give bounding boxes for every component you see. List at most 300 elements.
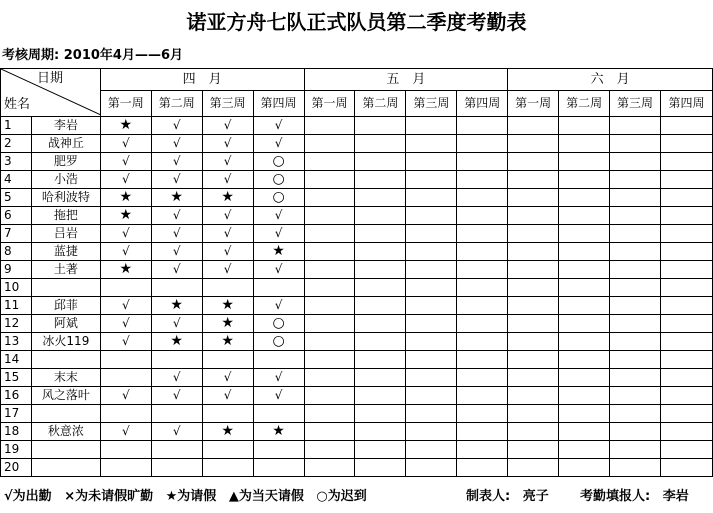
attendance-cell (406, 171, 457, 189)
attendance-cell (151, 207, 202, 225)
attendance-cell (457, 459, 508, 477)
row-number: 12 (1, 315, 32, 333)
table-row (1, 423, 713, 441)
attendance-cell (610, 405, 661, 423)
member-name: 哈利波特 (31, 189, 100, 207)
maker-label: 制表人: (466, 489, 511, 504)
row-number: 11 (1, 297, 32, 315)
attendance-cell (202, 441, 253, 459)
attendance-cell (202, 369, 253, 387)
attendance-cell (151, 351, 202, 369)
attendance-cell (559, 351, 610, 369)
attendance-cell (508, 207, 559, 225)
attendance-cell (355, 135, 406, 153)
attendance-cell (508, 423, 559, 441)
attendance-mark: ★ (221, 333, 234, 349)
attendance-cell (304, 333, 355, 351)
row-number: 5 (1, 189, 32, 207)
attendance-cell (151, 423, 202, 441)
attendance-cell (457, 369, 508, 387)
attendance-cell (406, 225, 457, 243)
attendance-cell (457, 243, 508, 261)
attendance-cell (355, 243, 406, 261)
attendance-cell (610, 459, 661, 477)
attendance-cell (406, 207, 457, 225)
week-header-m3-w4: 第四周 (660, 91, 712, 117)
attendance-cell (610, 135, 661, 153)
attendance-cell (559, 153, 610, 171)
attendance-cell (304, 261, 355, 279)
attendance-cell (304, 315, 355, 333)
attendance-cell (457, 207, 508, 225)
attendance-cell (610, 441, 661, 459)
table-row (1, 279, 713, 297)
attendance-cell (406, 189, 457, 207)
attendance-cell (610, 189, 661, 207)
table-row (1, 333, 713, 351)
attendance-cell (202, 171, 253, 189)
attendance-cell (355, 459, 406, 477)
table-row (1, 243, 713, 261)
attendance-cell (304, 207, 355, 225)
member-name: 肥罗 (31, 153, 100, 171)
attendance-cell (100, 405, 151, 423)
attendance-cell (355, 423, 406, 441)
attendance-cell (406, 297, 457, 315)
attendance-cell (100, 459, 151, 477)
attendance-cell (457, 351, 508, 369)
member-name: 邱菲 (31, 297, 100, 315)
week-header-m2-w2: 第二周 (355, 91, 406, 117)
attendance-cell (610, 423, 661, 441)
attendance-cell (151, 315, 202, 333)
attendance-cell (253, 423, 304, 441)
week-header-m1-w2: 第二周 (151, 91, 202, 117)
attendance-cell (253, 405, 304, 423)
member-name (31, 405, 100, 423)
month-april: 四 月 (100, 69, 304, 91)
attendance-cell (610, 153, 661, 171)
member-name: 秋意浓 (31, 423, 100, 441)
attendance-mark: √ (121, 298, 130, 312)
attendance-cell (253, 189, 304, 207)
member-name: 蓝捷 (31, 243, 100, 261)
attendance-mark: √ (223, 154, 232, 168)
attendance-cell (304, 459, 355, 477)
period-label: 考核周期: (2, 48, 60, 63)
row-number: 7 (1, 225, 32, 243)
attendance-mark: √ (274, 370, 283, 384)
attendance-cell (304, 171, 355, 189)
row-number: 1 (1, 117, 32, 135)
table-row (1, 261, 713, 279)
attendance-cell (508, 117, 559, 135)
attendance-cell (457, 153, 508, 171)
attendance-mark: √ (121, 172, 130, 186)
attendance-mark: √ (121, 226, 130, 240)
attendance-mark: √ (172, 208, 181, 222)
attendance-cell (610, 117, 661, 135)
attendance-mark: √ (223, 118, 232, 132)
attendance-cell (508, 171, 559, 189)
member-name (31, 459, 100, 477)
attendance-cell (457, 279, 508, 297)
attendance-cell (508, 189, 559, 207)
attendance-cell (610, 225, 661, 243)
attendance-cell (304, 279, 355, 297)
attendance-cell (100, 207, 151, 225)
attendance-mark: √ (274, 226, 283, 240)
row-number: 4 (1, 171, 32, 189)
attendance-cell (202, 351, 253, 369)
attendance-cell (406, 459, 457, 477)
member-name: 吕岩 (31, 225, 100, 243)
attendance-cell (151, 297, 202, 315)
attendance-cell (202, 153, 253, 171)
legend-footer (4, 486, 710, 508)
table-row (1, 405, 713, 423)
attendance-cell (151, 171, 202, 189)
attendance-cell (457, 297, 508, 315)
attendance-cell (355, 171, 406, 189)
member-name (31, 279, 100, 297)
attendance-cell (508, 243, 559, 261)
attendance-cell (355, 297, 406, 315)
week-header-m2-w1: 第一周 (304, 91, 355, 117)
attendance-cell (508, 135, 559, 153)
attendance-cell (610, 351, 661, 369)
attendance-mark: ★ (170, 189, 183, 205)
attendance-cell (508, 351, 559, 369)
attendance-cell (508, 153, 559, 171)
attendance-cell (457, 261, 508, 279)
month-may: 五 月 (304, 69, 508, 91)
attendance-mark: √ (274, 262, 283, 276)
attendance-cell (457, 387, 508, 405)
attendance-cell (355, 333, 406, 351)
table-row (1, 441, 713, 459)
assessment-period (2, 46, 183, 66)
attendance-cell (253, 171, 304, 189)
table-row (1, 189, 713, 207)
attendance-cell (610, 315, 661, 333)
row-number: 16 (1, 387, 32, 405)
attendance-cell (100, 369, 151, 387)
attendance-cell (355, 207, 406, 225)
attendance-cell (508, 441, 559, 459)
week-header-m2-w4: 第四周 (457, 91, 508, 117)
attendance-cell (457, 225, 508, 243)
attendance-cell (559, 297, 610, 315)
attendance-cell (151, 459, 202, 477)
attendance-cell (559, 423, 610, 441)
attendance-cell (304, 153, 355, 171)
week-header-m3-w1: 第一周 (508, 91, 559, 117)
attendance-cell (304, 441, 355, 459)
attendance-cell (304, 297, 355, 315)
legend-late: ○为迟到 (316, 489, 367, 504)
attendance-cell (406, 405, 457, 423)
legend-present: √为出勤 (4, 489, 52, 504)
attendance-cell (304, 387, 355, 405)
attendance-cell (100, 279, 151, 297)
attendance-cell (660, 333, 712, 351)
attendance-cell (100, 117, 151, 135)
attendance-cell (660, 261, 712, 279)
attendance-cell (457, 117, 508, 135)
attendance-cell (508, 405, 559, 423)
attendance-mark: √ (223, 244, 232, 258)
attendance-cell (406, 441, 457, 459)
week-header-m1-w1: 第一周 (100, 91, 151, 117)
row-number: 10 (1, 279, 32, 297)
filler-label: 考勤填报人: (580, 489, 651, 504)
attendance-cell (660, 297, 712, 315)
attendance-cell (355, 441, 406, 459)
attendance-mark: √ (172, 370, 181, 384)
attendance-cell (304, 189, 355, 207)
member-name: 小浩 (31, 171, 100, 189)
attendance-cell (304, 117, 355, 135)
attendance-cell (559, 459, 610, 477)
attendance-cell (100, 297, 151, 315)
legend-absent: ×为未请假旷勤 (64, 489, 154, 504)
attendance-cell (100, 135, 151, 153)
attendance-cell (660, 387, 712, 405)
row-number: 2 (1, 135, 32, 153)
attendance-cell (508, 315, 559, 333)
attendance-cell (610, 207, 661, 225)
attendance-cell (202, 225, 253, 243)
attendance-cell (151, 117, 202, 135)
attendance-mark: √ (172, 226, 181, 240)
attendance-mark: √ (274, 136, 283, 150)
row-number: 9 (1, 261, 32, 279)
attendance-cell (253, 369, 304, 387)
attendance-cell (304, 423, 355, 441)
name-label: 姓名 (4, 97, 31, 112)
row-number: 13 (1, 333, 32, 351)
attendance-mark: ○ (272, 189, 285, 205)
attendance-cell (253, 225, 304, 243)
row-number: 8 (1, 243, 32, 261)
attendance-cell (559, 207, 610, 225)
attendance-cell (151, 243, 202, 261)
attendance-cell (457, 171, 508, 189)
table-row (1, 351, 713, 369)
attendance-cell (508, 261, 559, 279)
row-number: 18 (1, 423, 32, 441)
table-row (1, 207, 713, 225)
attendance-mark: √ (121, 388, 130, 402)
attendance-cell (202, 297, 253, 315)
table-row (1, 369, 713, 387)
attendance-cell (151, 153, 202, 171)
attendance-cell (610, 171, 661, 189)
attendance-cell (610, 333, 661, 351)
attendance-cell (100, 315, 151, 333)
week-header-m3-w2: 第二周 (559, 91, 610, 117)
attendance-cell (559, 135, 610, 153)
attendance-mark: √ (172, 154, 181, 168)
header-row-months (1, 69, 713, 91)
attendance-cell (151, 405, 202, 423)
attendance-cell (559, 189, 610, 207)
member-name: 末末 (31, 369, 100, 387)
attendance-cell (253, 315, 304, 333)
attendance-mark: √ (274, 208, 283, 222)
attendance-mark: √ (172, 244, 181, 258)
attendance-cell (508, 279, 559, 297)
attendance-cell (660, 315, 712, 333)
attendance-cell (355, 153, 406, 171)
attendance-cell (100, 153, 151, 171)
attendance-cell (559, 387, 610, 405)
attendance-mark: √ (274, 118, 283, 132)
attendance-mark: √ (121, 334, 130, 348)
filler-info (580, 486, 697, 508)
attendance-cell (202, 207, 253, 225)
attendance-cell (253, 153, 304, 171)
attendance-cell (457, 333, 508, 351)
legend-same-day-leave: ▲为当天请假 (228, 489, 304, 504)
attendance-cell (100, 243, 151, 261)
attendance-cell (457, 315, 508, 333)
attendance-cell (355, 225, 406, 243)
week-header-m3-w3: 第三周 (610, 91, 661, 117)
attendance-cell (151, 189, 202, 207)
member-name: 冰火119 (31, 333, 100, 351)
attendance-table (0, 68, 713, 477)
attendance-cell (406, 423, 457, 441)
attendance-cell (610, 297, 661, 315)
attendance-cell (304, 351, 355, 369)
member-name (31, 351, 100, 369)
attendance-mark: √ (172, 424, 181, 438)
attendance-cell (559, 243, 610, 261)
member-name: 拖把 (31, 207, 100, 225)
attendance-cell (100, 387, 151, 405)
attendance-mark: √ (274, 298, 283, 312)
attendance-cell (559, 315, 610, 333)
attendance-cell (253, 279, 304, 297)
attendance-mark: ★ (221, 189, 234, 205)
table-row (1, 315, 713, 333)
attendance-mark: ★ (221, 297, 234, 313)
attendance-mark: ★ (272, 243, 285, 259)
attendance-cell (151, 333, 202, 351)
attendance-cell (660, 225, 712, 243)
legend-leave: ★为请假 (165, 489, 217, 504)
attendance-cell (100, 261, 151, 279)
period-value: 2010年4月——6月 (63, 48, 184, 63)
attendance-cell (355, 369, 406, 387)
member-name: 土著 (31, 261, 100, 279)
attendance-mark: ★ (221, 315, 234, 331)
maker-name: 亮子 (522, 489, 549, 504)
attendance-cell (253, 207, 304, 225)
attendance-cell (100, 441, 151, 459)
row-number: 6 (1, 207, 32, 225)
table-row (1, 297, 713, 315)
attendance-cell (355, 117, 406, 135)
attendance-cell (202, 117, 253, 135)
attendance-mark: ★ (119, 207, 133, 223)
attendance-cell (508, 225, 559, 243)
attendance-mark: √ (121, 136, 130, 150)
attendance-cell (202, 315, 253, 333)
attendance-cell (100, 171, 151, 189)
attendance-cell (508, 333, 559, 351)
attendance-cell (253, 261, 304, 279)
week-header-m1-w3: 第三周 (202, 91, 253, 117)
attendance-cell (355, 405, 406, 423)
attendance-cell (253, 387, 304, 405)
attendance-cell (253, 117, 304, 135)
attendance-mark: √ (223, 172, 232, 186)
attendance-cell (610, 387, 661, 405)
attendance-cell (202, 333, 253, 351)
attendance-cell (202, 135, 253, 153)
attendance-mark: √ (223, 388, 232, 402)
attendance-mark: √ (121, 154, 130, 168)
attendance-cell (253, 441, 304, 459)
attendance-cell (508, 459, 559, 477)
header-row-weeks (1, 91, 713, 117)
table-row (1, 225, 713, 243)
attendance-cell (202, 459, 253, 477)
attendance-cell (355, 351, 406, 369)
member-name: 战神丘 (31, 135, 100, 153)
attendance-cell (559, 405, 610, 423)
attendance-mark: ★ (170, 333, 183, 349)
attendance-cell (559, 279, 610, 297)
attendance-cell (610, 369, 661, 387)
attendance-mark: ○ (272, 153, 285, 169)
attendance-cell (660, 459, 712, 477)
attendance-cell (151, 441, 202, 459)
attendance-cell (355, 279, 406, 297)
row-number: 19 (1, 441, 32, 459)
attendance-cell (660, 153, 712, 171)
attendance-cell (559, 117, 610, 135)
table-row (1, 153, 713, 171)
attendance-cell (559, 333, 610, 351)
attendance-cell (508, 369, 559, 387)
maker-info (466, 486, 557, 508)
week-header-m1-w4: 第四周 (253, 91, 304, 117)
attendance-cell (660, 405, 712, 423)
attendance-mark: √ (172, 136, 181, 150)
attendance-cell (457, 135, 508, 153)
attendance-mark: √ (121, 316, 130, 330)
attendance-cell (202, 261, 253, 279)
attendance-cell (151, 135, 202, 153)
attendance-cell (660, 441, 712, 459)
attendance-cell (406, 243, 457, 261)
table-row (1, 117, 713, 135)
attendance-mark: ★ (170, 297, 183, 313)
attendance-cell (559, 441, 610, 459)
attendance-cell (304, 225, 355, 243)
member-name: 风之落叶 (31, 387, 100, 405)
attendance-cell (457, 441, 508, 459)
attendance-cell (151, 369, 202, 387)
filler-name: 李岩 (662, 489, 689, 504)
attendance-cell (457, 189, 508, 207)
member-name: 阿斌 (31, 315, 100, 333)
attendance-cell (253, 351, 304, 369)
